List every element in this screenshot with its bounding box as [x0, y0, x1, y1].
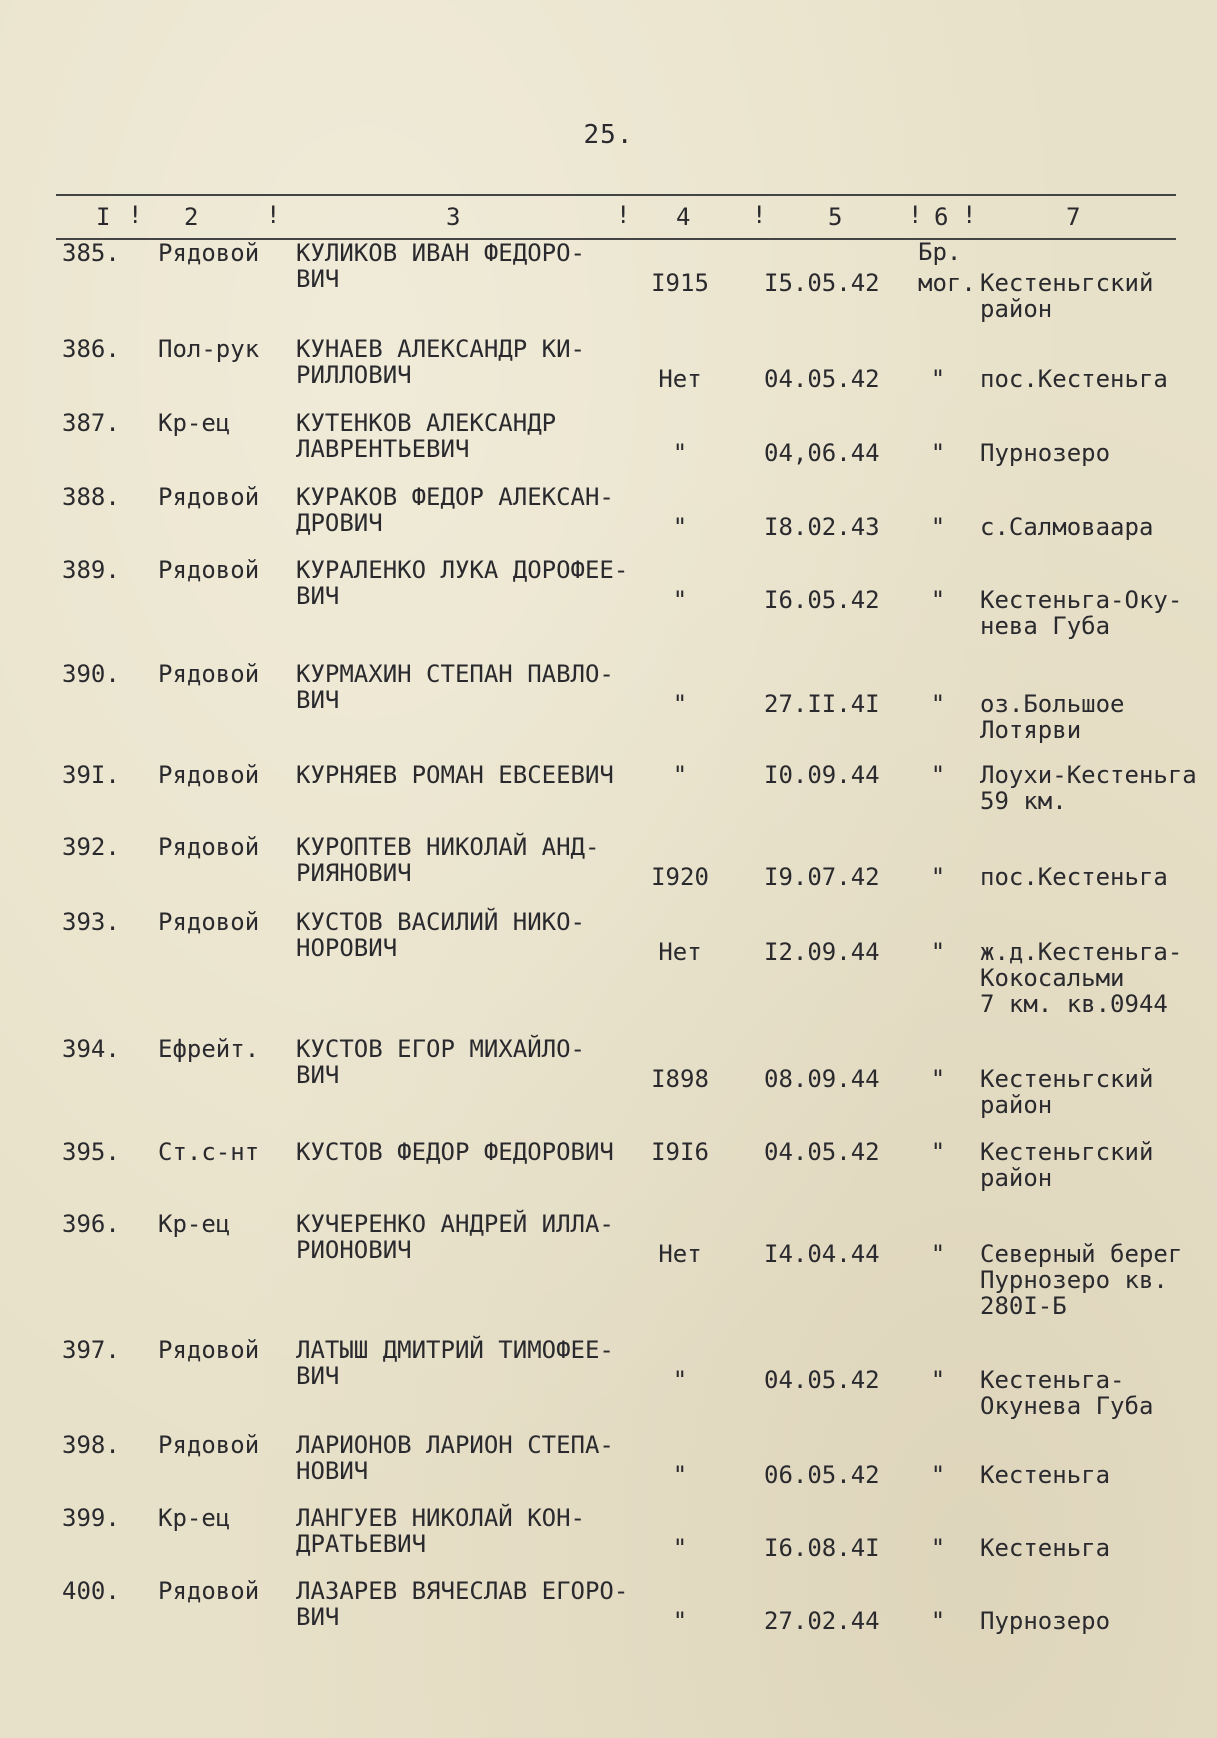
row-name: ВИЧ — [296, 1061, 340, 1089]
grave-type-label: Бр. — [918, 238, 962, 266]
row-name: КУНАЕВ АЛЕКСАНДР КИ- — [296, 335, 585, 363]
row-grave-type: " — [930, 1461, 946, 1489]
row-death-date: 04,06.44 — [764, 439, 880, 467]
row-rank: Рядовой — [158, 556, 260, 584]
row-death-date: I6.05.42 — [764, 586, 880, 614]
row-death-date: 08.09.44 — [764, 1065, 880, 1093]
row-burial-place: пос.Кестеньга — [980, 863, 1168, 891]
row-death-date: I8.02.43 — [764, 513, 880, 541]
row-burial-place: Пурнозеро — [980, 1607, 1111, 1635]
row-birth-year: I898 — [651, 1065, 709, 1093]
row-rank: Рядовой — [158, 483, 260, 511]
row-rank: Рядовой — [158, 833, 260, 861]
row-birth-year: " — [672, 1607, 688, 1635]
row-name: КУРНЯЕВ РОМАН ЕВСЕЕВИЧ — [296, 761, 614, 789]
row-burial-place: Кестеньгский — [980, 1138, 1154, 1166]
row-name: ЛАВРЕНТЬЕВИЧ — [296, 435, 470, 463]
row-name: ВИЧ — [296, 686, 340, 714]
row-birth-year: Нет — [658, 365, 702, 393]
page-number: 25. — [583, 120, 634, 150]
header-col-2: 2 — [184, 203, 199, 231]
row-number: 39I. — [62, 761, 120, 789]
row-grave-type: " — [930, 1607, 946, 1635]
row-burial-place: Лотярви — [980, 716, 1082, 744]
row-name: РИЛЛОВИЧ — [296, 361, 412, 389]
row-name: ЛАЗАРЕВ ВЯЧЕСЛАВ ЕГОРО- — [296, 1577, 629, 1605]
row-number: 386. — [62, 335, 120, 363]
header-separator: ! — [128, 201, 143, 229]
row-death-date: I4.04.44 — [764, 1240, 880, 1268]
row-number: 390. — [62, 660, 120, 688]
row-rank: Рядовой — [158, 660, 260, 688]
row-burial-place: Окунева Губа — [980, 1392, 1154, 1420]
row-name: КУСТОВ ВАСИЛИЙ НИКО- — [296, 908, 585, 936]
row-number: 396. — [62, 1210, 120, 1238]
row-number: 387. — [62, 409, 120, 437]
row-rank: Кр-ец — [158, 409, 231, 437]
row-burial-place: Кестеньгский — [980, 269, 1154, 297]
row-burial-place: Пурнозеро кв. — [980, 1266, 1168, 1294]
row-name: ВИЧ — [296, 1362, 340, 1390]
row-death-date: I6.08.4I — [764, 1534, 880, 1562]
row-death-date: 04.05.42 — [764, 365, 880, 393]
row-name: КУРАЛЕНКО ЛУКА ДОРОФЕЕ- — [296, 556, 629, 584]
row-burial-place: Северный берег — [980, 1240, 1183, 1268]
row-burial-place: оз.Большое — [980, 690, 1125, 718]
row-death-date: 04.05.42 — [764, 1366, 880, 1394]
row-grave-type: " — [930, 761, 946, 789]
header-col-3: 3 — [446, 203, 461, 231]
row-death-date: 27.II.4I — [764, 690, 880, 718]
row-name: ВИЧ — [296, 582, 340, 610]
row-rank: Пол-рук — [158, 335, 260, 363]
row-rank: Ст.с-нт — [158, 1138, 260, 1166]
row-number: 395. — [62, 1138, 120, 1166]
row-number: 398. — [62, 1431, 120, 1459]
row-burial-place: Кестеньга- — [980, 1366, 1125, 1394]
header-col-7: 7 — [1066, 203, 1081, 231]
row-grave-type: " — [930, 1138, 946, 1166]
row-death-date: 27.02.44 — [764, 1607, 880, 1635]
row-number: 394. — [62, 1035, 120, 1063]
row-burial-place: ж.д.Кестеньга- — [980, 938, 1183, 966]
header-col-1: I — [96, 203, 111, 231]
row-grave-type: " — [930, 513, 946, 541]
row-burial-place: с.Салмоваара — [980, 513, 1154, 541]
row-birth-year: " — [672, 439, 688, 467]
row-burial-place: Кестеньга — [980, 1461, 1111, 1489]
row-grave-type: " — [930, 1366, 946, 1394]
row-name: ДРАТЬЕВИЧ — [296, 1530, 427, 1558]
row-name: РИОНОВИЧ — [296, 1236, 412, 1264]
row-name: КУЧЕРЕНКО АНДРЕЙ ИЛЛА- — [296, 1210, 614, 1238]
row-death-date: I9.07.42 — [764, 863, 880, 891]
row-rank: Ефрейт. — [158, 1035, 260, 1063]
row-rank: Рядовой — [158, 1577, 260, 1605]
row-grave-type: " — [930, 586, 946, 614]
row-rank: Кр-ец — [158, 1504, 231, 1532]
table-header — [56, 194, 1176, 240]
row-birth-year: " — [672, 1461, 688, 1489]
row-birth-year: Нет — [658, 938, 702, 966]
row-birth-year: " — [672, 1366, 688, 1394]
row-name: ВИЧ — [296, 265, 340, 293]
row-rank: Рядовой — [158, 1336, 260, 1364]
row-birth-year: I915 — [651, 269, 709, 297]
row-burial-place: нева Губа — [980, 612, 1111, 640]
row-number: 397. — [62, 1336, 120, 1364]
header-separator: ! — [266, 201, 281, 229]
row-name: ВИЧ — [296, 1603, 340, 1631]
row-death-date: 04.05.42 — [764, 1138, 880, 1166]
row-burial-place: Кестеньга-Оку- — [980, 586, 1183, 614]
row-burial-place: Кестеньгский — [980, 1065, 1154, 1093]
row-death-date: I5.05.42 — [764, 269, 880, 297]
row-name: НОРОВИЧ — [296, 934, 398, 962]
row-grave-type: " — [930, 690, 946, 718]
row-name: КУСТОВ ФЕДОР ФЕДОРОВИЧ — [296, 1138, 614, 1166]
row-burial-place: 280I-Б — [980, 1292, 1067, 1320]
row-name: КУТЕНКОВ АЛЕКСАНДР — [296, 409, 557, 437]
row-number: 400. — [62, 1577, 120, 1605]
header-separator: ! — [752, 201, 767, 229]
row-name: КУРОПТЕВ НИКОЛАЙ АНД- — [296, 833, 600, 861]
header-col-5: 5 — [828, 203, 843, 231]
row-grave-type: " — [930, 938, 946, 966]
row-name: ДРОВИЧ — [296, 509, 383, 537]
header-separator: ! — [908, 201, 923, 229]
row-name: КУРАКОВ ФЕДОР АЛЕКСАН- — [296, 483, 614, 511]
row-birth-year: " — [672, 1534, 688, 1562]
row-number: 393. — [62, 908, 120, 936]
row-burial-place: район — [980, 1164, 1053, 1192]
row-rank: Рядовой — [158, 908, 260, 936]
row-burial-place: пос.Кестеньга — [980, 365, 1168, 393]
row-birth-year: " — [672, 513, 688, 541]
row-burial-place: Кестеньга — [980, 1534, 1111, 1562]
row-rank: Рядовой — [158, 239, 260, 267]
row-name: КУЛИКОВ ИВАН ФЕДОРО- — [296, 239, 585, 267]
row-grave-type: " — [930, 439, 946, 467]
row-grave-type: " — [930, 863, 946, 891]
row-name: КУСТОВ ЕГОР МИХАЙЛО- — [296, 1035, 585, 1063]
row-rank: Рядовой — [158, 1431, 260, 1459]
row-grave-type: " — [930, 1240, 946, 1268]
row-birth-year: I920 — [651, 863, 709, 891]
row-burial-place: Лоухи-Кестеньга — [980, 761, 1197, 789]
row-number: 399. — [62, 1504, 120, 1532]
header-col-4: 4 — [676, 203, 691, 231]
row-rank: Кр-ец — [158, 1210, 231, 1238]
row-death-date: I0.09.44 — [764, 761, 880, 789]
row-death-date: I2.09.44 — [764, 938, 880, 966]
row-grave-type: " — [930, 365, 946, 393]
row-name: НОВИЧ — [296, 1457, 369, 1485]
row-burial-place: 7 км. кв.0944 — [980, 990, 1168, 1018]
row-birth-year: Нет — [658, 1240, 702, 1268]
header-separator: ! — [616, 201, 631, 229]
row-burial-place: район — [980, 1091, 1053, 1119]
row-birth-year: " — [672, 761, 688, 789]
header-separator: ! — [962, 201, 977, 229]
row-grave-type: " — [930, 1065, 946, 1093]
header-col-6: 6 — [934, 203, 949, 231]
row-birth-year: " — [672, 690, 688, 718]
row-burial-place: Кокосальми — [980, 964, 1125, 992]
row-name: ЛАРИОНОВ ЛАРИОН СТЕПА- — [296, 1431, 614, 1459]
row-birth-year: " — [672, 586, 688, 614]
row-burial-place: Пурнозеро — [980, 439, 1111, 467]
row-name: РИЯНОВИЧ — [296, 859, 412, 887]
row-birth-year: I9I6 — [651, 1138, 709, 1166]
row-rank: Рядовой — [158, 761, 260, 789]
row-number: 389. — [62, 556, 120, 584]
row-name: ЛАТЫШ ДМИТРИЙ ТИМОФЕЕ- — [296, 1336, 614, 1364]
row-grave-type: " — [930, 1534, 946, 1562]
row-burial-place: район — [980, 295, 1053, 323]
row-name: ЛАНГУЕВ НИКОЛАЙ КОН- — [296, 1504, 585, 1532]
row-number: 385. — [62, 239, 120, 267]
row-number: 392. — [62, 833, 120, 861]
row-number: 388. — [62, 483, 120, 511]
row-name: КУРМАХИН СТЕПАН ПАВЛО- — [296, 660, 614, 688]
row-burial-place: 59 км. — [980, 787, 1067, 815]
row-grave-type: мог. — [918, 269, 976, 297]
row-death-date: 06.05.42 — [764, 1461, 880, 1489]
